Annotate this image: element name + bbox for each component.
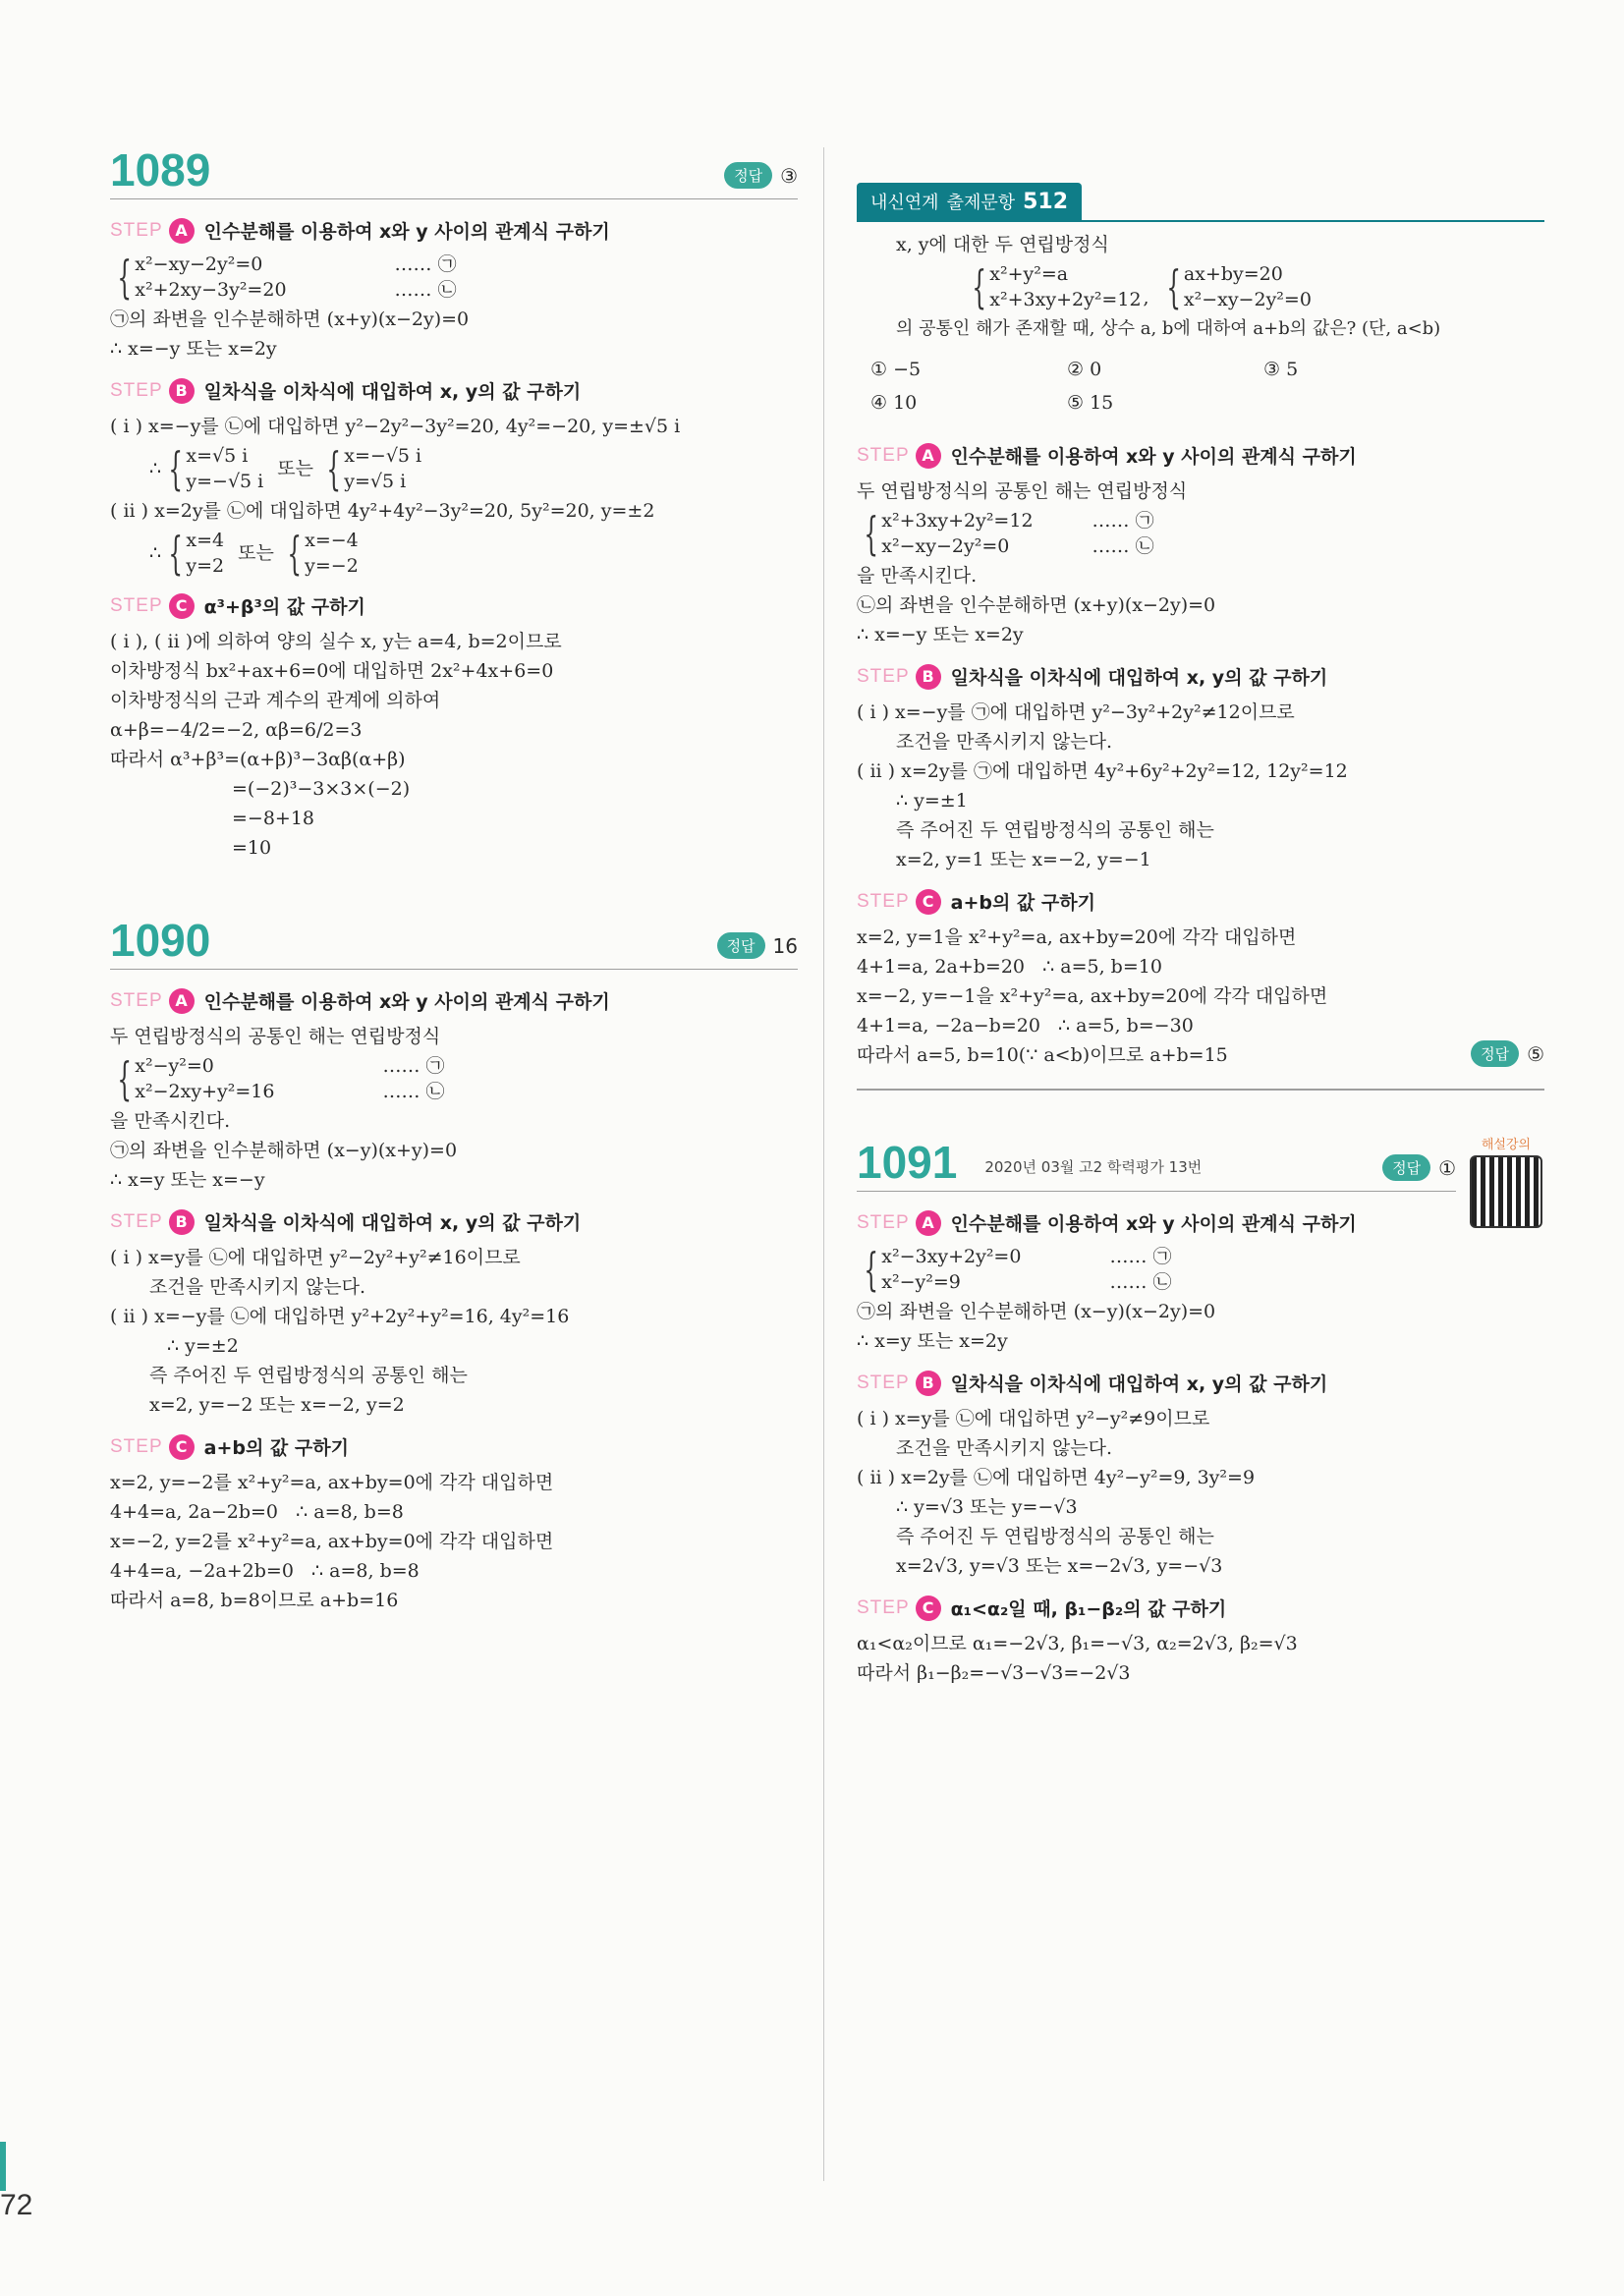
problem-number: 1089 [110,144,211,196]
text-line: 조건을 만족시키지 않는다. [896,1437,1113,1459]
equation-system [857,508,1544,559]
text-line: α₁<α₂이므로 α₁=−2√3, β₁=−√3, α₂=2√3, β₂=√3 [857,1633,1298,1654]
text-line: 즉 주어진 두 연립방정식의 공통인 해는 [896,1526,1214,1547]
answer [724,162,798,189]
text-line: ∴ y=±2 [167,1335,239,1357]
step-title: a+b의 값 구하기 [950,892,1095,914]
problem-header [110,915,798,970]
equation: x²−xy−2y²=0 [1183,289,1312,310]
text-line: ㉡의 좌변을 인수분해하면 (x+y)(x−2y)=0 [857,594,1216,616]
equation: x=−√5 i [344,445,422,467]
equation-system [110,252,798,303]
step-word: STEP [110,1210,163,1232]
answer-value: ③ [780,163,798,188]
equation-tag: …… ㉠ [382,1055,445,1077]
problem-header [857,1137,1456,1192]
step-b-heading [857,1370,1544,1396]
problem-number: 1090 [110,915,211,966]
text-line: x=2, y=−2 또는 x=−2, y=2 [149,1394,405,1416]
step-letter-icon: B [169,1209,195,1235]
text-line: x=2, y=1을 x²+y²=a, ax+by=20에 각각 대입하면 [857,926,1297,948]
equation: y=−2 [305,555,359,577]
answer-badge: 정답 [717,932,765,959]
text-line: 4+4=a, 2a−2b=0 ∴ a=8, b=8 [110,1501,404,1523]
solution-pair [110,528,798,579]
step-letter-icon: A [916,1210,941,1236]
step-word: STEP [857,1211,910,1233]
answer-badge: 정답 [1471,1040,1519,1067]
step-title: α₁<α₂일 때, β₁−β₂의 값 구하기 [950,1598,1227,1620]
equation: x²+y²=a [989,263,1069,285]
problem-source: 2020년 03월 고2 학력평가 13번 [984,1158,1203,1176]
step-letter-icon: C [916,889,941,915]
text-line: ∴ x=−y 또는 x=2y [110,338,277,360]
step-letter-icon: B [916,664,941,690]
equation: y=2 [186,555,225,577]
step-b-heading [110,377,798,404]
text-line: 따라서 α³+β³=(α+β)³−3αβ(α+β) [110,749,406,770]
text-line: 따라서 β₁−β₂=−√3−√3=−2√3 [857,1662,1131,1684]
equation-tag: …… ㉡ [382,1081,445,1102]
brace-icon: { [117,1052,132,1105]
step-letter-icon: C [916,1596,941,1621]
step-a-heading [857,442,1544,469]
text-line: 4+1=a, −2a−b=20 ∴ a=5, b=−30 [857,1015,1194,1036]
answer-badge: 정답 [724,162,772,189]
equation-system [857,1244,1544,1295]
equation-tag: …… ㉠ [1092,510,1154,532]
answer [717,932,798,959]
section-divider [857,1089,1544,1091]
lecture-qr[interactable] [1470,1134,1542,1228]
text-line: 따라서 a=8, b=8이므로 a+b=16 [110,1590,399,1611]
text-line: ( i ), ( ii )에 의하여 양의 실수 x, y는 a=4, b=2이므로 [110,631,562,652]
answer-value: ① [1438,1155,1456,1180]
answer-value: ⑤ [1527,1041,1544,1066]
text-line: 이차방정식 bx²+ax+6=0에 대입하면 2x²+4x+6=0 [110,660,554,682]
step-word: STEP [110,379,163,401]
step-letter-icon: A [916,443,941,469]
or-word: 또는 [238,542,274,564]
equation-tag: …… ㉡ [394,279,457,301]
step-word: STEP [857,444,910,466]
step-letter-icon: C [169,593,195,619]
therefore-symbol: ∴ [149,458,162,479]
equation: x=√5 i [186,445,249,467]
step-a-heading [110,217,798,244]
text-line: 두 연립방정식의 공통인 해는 연립방정식 [110,1026,441,1047]
step-title: a+b의 값 구하기 [203,1437,349,1459]
equation: x²+3xy+2y²=12 [881,510,1034,532]
naesin-header [857,183,1544,222]
column-divider [823,147,824,2181]
text-line: =(−2)³−3×3×(−2) [232,778,411,800]
text-line: ( i ) x=−y를 ㉡에 대입하면 y²−2y²−3y²=20, 4y²=−20, y=±√5 i [110,416,681,437]
choices [870,354,1544,419]
step-title: 일차식을 이차식에 대입하여 x, y의 값 구하기 [203,1212,582,1234]
text-line: ( i ) x=−y를 ㉠에 대입하면 y²−3y²+2y²≠12이므로 [857,701,1295,723]
equation: x=4 [186,530,225,551]
equation: x²−3xy+2y²=0 [881,1246,1022,1267]
equation-systems [857,261,1544,312]
naesin-problem-512 [857,183,1544,1091]
brace-icon: { [864,1243,878,1296]
step-b-heading [110,1208,798,1235]
naesin-number: 512 [1023,189,1069,214]
step-c-heading [110,1433,798,1460]
equation: ax+by=20 [1183,263,1283,285]
page-number: 72 [0,2189,33,2221]
step-b-heading [857,663,1544,690]
choice[interactable]: ⑤ 15 [1067,392,1114,414]
solution-pair [110,443,798,494]
problem-1089 [110,144,798,863]
choice[interactable]: ① −5 [870,359,922,380]
text-line: ∴ x=y 또는 x=2y [857,1330,1008,1352]
step-letter-icon: A [169,988,195,1014]
answer-badge: 정답 [1382,1154,1430,1181]
equation: x²−xy−2y²=0 [881,535,1010,557]
step-title: 인수분해를 이용하여 x와 y 사이의 관계식 구하기 [950,1213,1357,1235]
equation: x²+2xy−3y²=20 [135,279,287,301]
choice[interactable]: ④ 10 [870,392,918,414]
text-line: =−8+18 [232,808,315,829]
equation: x=−4 [305,530,359,551]
text-line: 따라서 a=5, b=10(∵ a<b)이므로 a+b=15 [857,1044,1228,1066]
step-a-heading [110,987,798,1014]
step-word: STEP [110,594,163,616]
text-line: ( i ) x=y를 ㉡에 대입하면 y²−2y²+y²≠16이므로 [110,1247,521,1268]
text-line: ( i ) x=y를 ㉡에 대입하면 y²−y²≠9이므로 [857,1408,1210,1429]
equation: x²−xy−2y²=0 [135,253,263,275]
equation: x²−y²=0 [135,1055,214,1077]
text-line: x=2, y=−2를 x²+y²=a, ax+by=0에 각각 대입하면 [110,1472,554,1493]
text-line: x=2√3, y=√3 또는 x=−2√3, y=−√3 [896,1555,1223,1577]
brace-icon: { [287,527,302,580]
equation-tag: …… ㉡ [1092,535,1154,557]
step-word: STEP [857,1372,910,1393]
equation-tag: …… ㉠ [1109,1246,1172,1267]
naesin-tag-text: 내신연계 [870,193,939,213]
text-line: 4+4=a, −2a+2b=0 ∴ a=8, b=8 [110,1560,420,1582]
equation: x²−2xy+y²=16 [135,1081,275,1102]
text-line: ∴ x=−y 또는 x=2y [857,624,1024,645]
question-text: x, y에 대한 두 연립방정식 [896,234,1109,255]
text-line: ㉠의 좌변을 인수분해하면 (x−y)(x+y)=0 [110,1140,458,1161]
answer [1382,1154,1456,1181]
step-title: α³+β³의 값 구하기 [203,596,365,618]
text-line: ( ii ) x=2y를 ㉡에 대입하면 4y²+4y²−3y²=20, 5y²=20, y=±2 [110,500,655,522]
step-c-heading [110,592,798,619]
text-line: 을 만족시킨다. [110,1110,231,1132]
step-letter-icon: A [169,218,195,244]
text-line: 즉 주어진 두 연립방정식의 공통인 해는 [896,819,1214,841]
text-line: ∴ y=±1 [896,790,968,812]
step-title: 일차식을 이차식에 대입하여 x, y의 값 구하기 [950,667,1328,689]
therefore-symbol: ∴ [149,542,162,564]
step-a-heading [857,1209,1544,1236]
equation: y=−√5 i [186,471,264,492]
brace-icon: { [168,527,184,580]
brace-icon: { [168,442,184,495]
left-column [110,144,798,1615]
step-word: STEP [857,890,910,912]
brace-icon: { [117,251,132,304]
question-text: 의 공통인 해가 존재할 때, 상수 a, b에 대하여 a+b의 값은? (단, a<b) [896,318,1441,339]
qr-code-icon[interactable] [1470,1155,1542,1228]
equation: x²−y²=9 [881,1271,961,1293]
page-edge-bar [0,2142,6,2191]
step-word: STEP [110,989,163,1011]
step-word: STEP [857,665,910,687]
text-line: 조건을 만족시키지 않는다. [896,731,1113,753]
brace-icon: { [1165,260,1181,313]
text-line: ∴ x=y 또는 x=−y [110,1169,265,1191]
text-line: ( ii ) x=2y를 ㉡에 대입하면 4y²−y²=9, 3y²=9 [857,1467,1256,1488]
naesin-label: 출제문항 [946,193,1016,213]
text-line: α+β=−4/2=−2, αβ=6/2=3 [110,719,363,741]
text-line: ㉠의 좌변을 인수분해하면 (x+y)(x−2y)=0 [110,308,470,330]
text-line: ㉠의 좌변을 인수분해하면 (x−y)(x−2y)=0 [857,1301,1216,1322]
equation: x²+3xy+2y²=12 [989,289,1142,310]
choice[interactable]: ③ 5 [1263,359,1299,380]
text-line: x=−2, y=2를 x²+y²=a, ax+by=0에 각각 대입하면 [110,1531,554,1552]
text-line: ( ii ) x=2y를 ㉠에 대입하면 4y²+6y²+2y²=12, 12y²=12 [857,760,1348,782]
text-line: x=−2, y=−1을 x²+y²=a, ax+by=20에 각각 대입하면 [857,985,1328,1007]
choice[interactable]: ② 0 [1067,359,1102,380]
step-title: 인수분해를 이용하여 x와 y 사이의 관계식 구하기 [203,221,610,243]
step-title: 일차식을 이차식에 대입하여 x, y의 값 구하기 [950,1373,1328,1395]
text-line: 두 연립방정식의 공통인 해는 연립방정식 [857,480,1188,502]
problem-1090 [110,915,798,1615]
equation-system [110,1053,798,1104]
answer-value: 16 [772,933,798,958]
text-line: ∴ y=√3 또는 y=−√3 [896,1496,1078,1518]
text-line: 4+1=a, 2a+b=20 ∴ a=5, b=10 [857,956,1162,978]
text-line: x=2, y=1 또는 x=−2, y=−1 [896,849,1151,870]
brace-icon: { [864,507,878,560]
step-title: 일차식을 이차식에 대입하여 x, y의 값 구하기 [203,381,582,403]
step-title: 인수분해를 이용하여 x와 y 사이의 관계식 구하기 [950,446,1357,468]
brace-icon: { [972,260,986,313]
step-c-heading [857,888,1544,915]
problem-header [110,144,798,199]
equation-tag: …… ㉡ [1109,1271,1172,1293]
text-line: 이차방정식의 근과 계수의 관계에 의하여 [110,690,441,711]
brace-icon: { [326,442,341,495]
text-line: 조건을 만족시키지 않는다. [149,1276,366,1298]
naesin-tag [857,183,1082,220]
qr-label: 해설강의 [1481,1138,1532,1152]
text-line: 즉 주어진 두 연립방정식의 공통인 해는 [149,1365,468,1386]
problem-1091 [857,1137,1544,1688]
text-line: 을 만족시킨다. [857,565,978,587]
comma: , [1143,287,1149,308]
step-letter-icon: C [169,1434,195,1460]
step-c-heading [857,1595,1544,1621]
text-line: =10 [232,837,272,859]
equation: y=√5 i [344,471,407,492]
step-title: 인수분해를 이용하여 x와 y 사이의 관계식 구하기 [203,991,610,1013]
step-letter-icon: B [169,378,195,404]
problem-number: 1091 [857,1137,958,1188]
or-word: 또는 [277,458,313,479]
step-letter-icon: B [916,1371,941,1396]
text-line: ( ii ) x=−y를 ㉡에 대입하면 y²+2y²+y²=16, 4y²=16 [110,1306,570,1327]
step-word: STEP [110,219,163,241]
step-word: STEP [110,1435,163,1457]
equation-tag: …… ㉠ [394,253,457,275]
right-column [857,183,1544,1688]
step-word: STEP [857,1596,910,1618]
